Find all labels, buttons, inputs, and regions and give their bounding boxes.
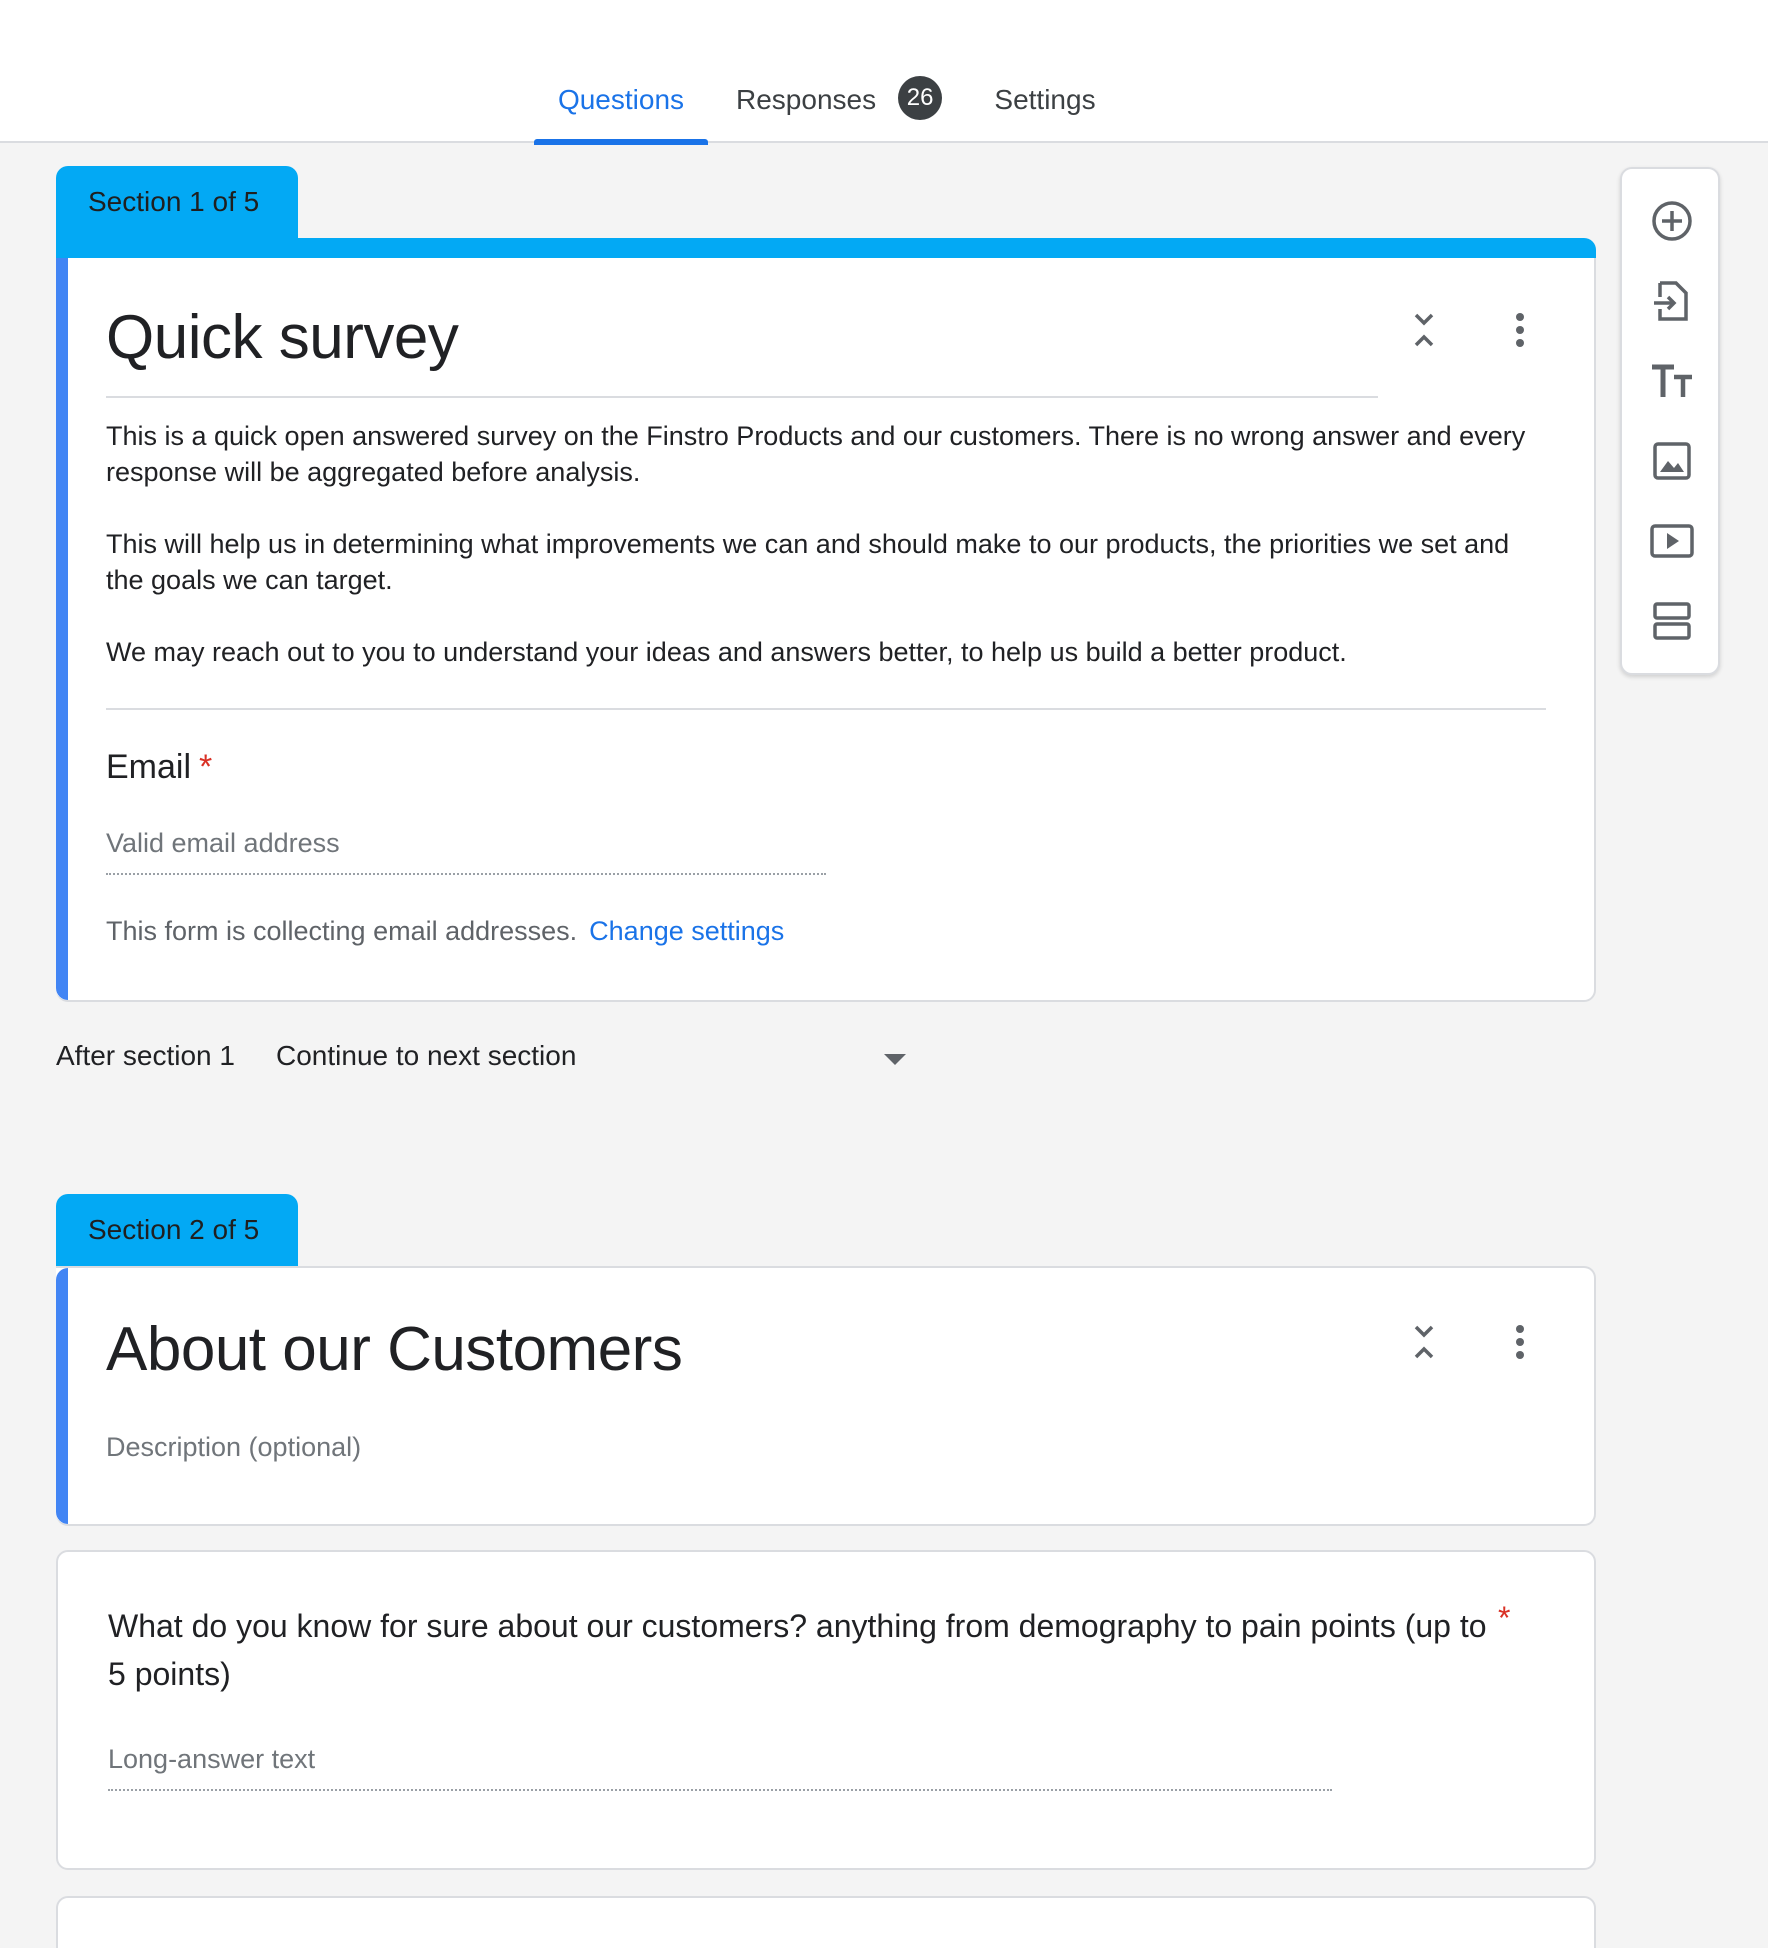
top-tab-bar — [0, 0, 1768, 143]
more-vert-icon — [1515, 312, 1525, 348]
section-1-title-underline — [106, 396, 1378, 398]
section-1-divider — [106, 708, 1546, 710]
add-question-icon — [1650, 199, 1694, 243]
more-vert-icon — [1515, 1324, 1525, 1360]
question-card[interactable] — [56, 1550, 1596, 1870]
collapse-section-1-button[interactable] — [1400, 306, 1448, 354]
add-image-icon — [1651, 440, 1693, 482]
question-title[interactable]: What do you know for sure about our customers? anything from demography to pain points (up to 5 points) — [108, 1608, 1487, 1692]
tab-questions[interactable] — [534, 84, 708, 143]
section-2-card — [56, 1266, 1596, 1526]
email-question-label — [106, 748, 212, 787]
section-1-more-button[interactable] — [1496, 306, 1544, 354]
after-section-row — [56, 1040, 846, 1080]
long-answer-field — [108, 1744, 1332, 1791]
tab-responses[interactable] — [736, 84, 946, 143]
add-section-icon — [1651, 600, 1693, 642]
collecting-note-text: This form is collecting email addresses. — [106, 916, 578, 946]
tab-settings-label: Settings — [994, 84, 1096, 115]
after-section-value: Continue to next section — [276, 1040, 577, 1071]
add-question-button[interactable] — [1646, 195, 1698, 247]
long-answer-placeholder: Long-answer text — [108, 1744, 316, 1774]
email-label: Email — [106, 748, 192, 786]
dropdown-arrow-icon — [884, 1054, 906, 1065]
email-placeholder: Valid email address — [106, 828, 340, 858]
add-title-button[interactable] — [1646, 355, 1698, 407]
section-1-tab — [56, 166, 298, 240]
add-title-icon — [1650, 361, 1694, 401]
collapse-section-2-button[interactable] — [1400, 1318, 1448, 1366]
collapse-icon — [1412, 1323, 1436, 1361]
change-settings-link[interactable]: Change settings — [589, 916, 785, 946]
email-field[interactable] — [106, 828, 826, 875]
section-2-title[interactable]: About our Customers — [106, 1315, 683, 1384]
section-1-title[interactable]: Quick survey — [106, 303, 459, 372]
section-1-top-bar — [56, 238, 1596, 258]
after-section-label: After section 1 — [56, 1040, 235, 1071]
email-collecting-note — [106, 916, 784, 947]
import-questions-icon — [1652, 279, 1692, 323]
tab-responses-label: Responses — [736, 84, 877, 115]
responses-count-badge: 26 — [898, 76, 942, 120]
add-image-button[interactable] — [1646, 435, 1698, 487]
section-1-description[interactable] — [106, 418, 1546, 706]
next-question-card[interactable] — [56, 1896, 1596, 1948]
import-questions-button[interactable] — [1646, 275, 1698, 327]
description-paragraph-2: This will help us in determining what improvements we can and should make to our products, the priorities we set and the goals we can target. — [106, 529, 1510, 595]
description-placeholder: Description (optional) — [106, 1432, 362, 1462]
description-paragraph-3: We may reach out to you to understand your ideas and answers better, to help us build a better product. — [106, 637, 1347, 667]
section-2-tab-label: Section 2 of 5 — [88, 1214, 260, 1245]
section-1-tab-label: Section 1 of 5 — [88, 186, 260, 217]
required-asterisk: * — [199, 748, 213, 786]
section-2-more-button[interactable] — [1496, 1318, 1544, 1366]
floating-toolbar — [1620, 167, 1720, 675]
add-section-button[interactable] — [1646, 595, 1698, 647]
description-paragraph-1: This is a quick open answered survey on the Finstro Products and our customers. There is no wrong answer and every response will be aggregated before analysis. — [106, 421, 1526, 487]
after-section-select[interactable] — [276, 1040, 896, 1080]
tab-questions-label: Questions — [557, 84, 685, 115]
required-asterisk: * — [1498, 1600, 1511, 1636]
add-video-button[interactable] — [1646, 515, 1698, 567]
add-video-icon — [1649, 521, 1695, 561]
section-2-tab — [56, 1194, 298, 1268]
collapse-icon — [1412, 311, 1436, 349]
tab-settings[interactable] — [990, 84, 1100, 143]
section-2-description-field[interactable] — [106, 1432, 361, 1463]
section-1-card — [56, 238, 1596, 1002]
